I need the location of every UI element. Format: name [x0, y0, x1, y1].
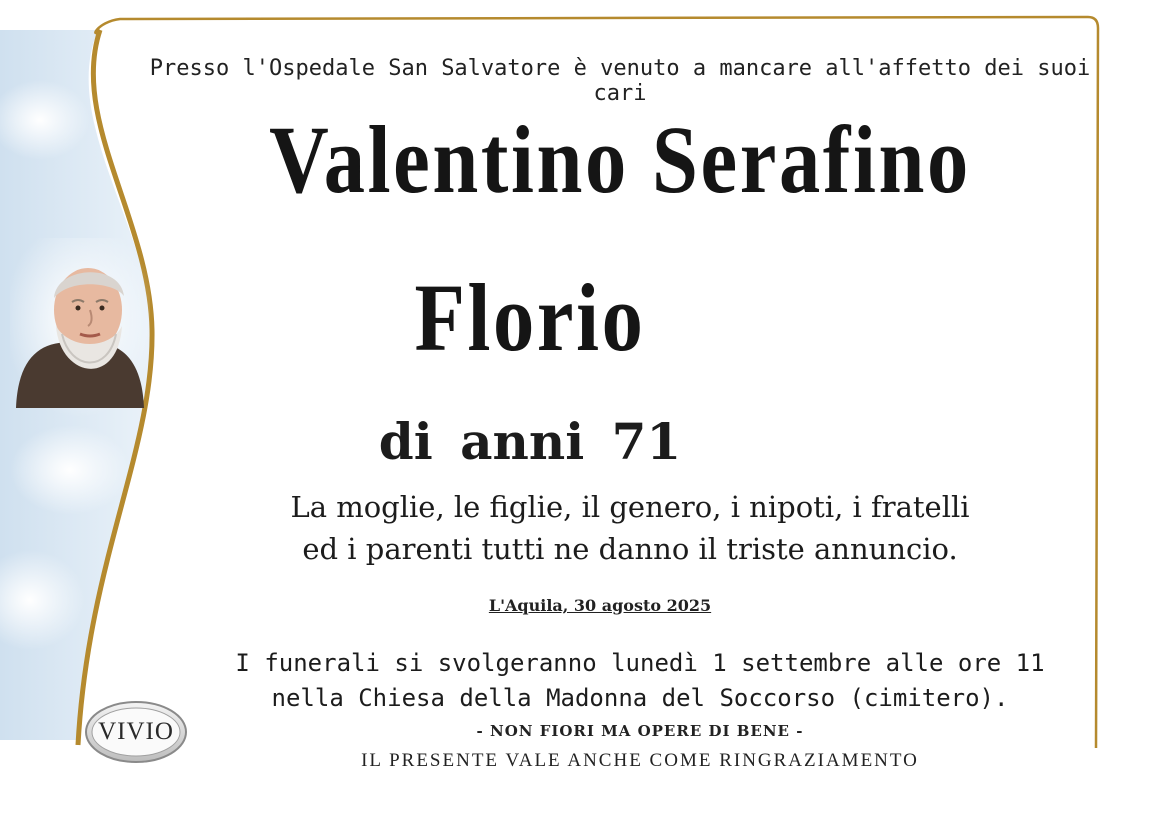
funeral-details: [140, 646, 1140, 716]
deceased-name-line1: Valentino Serafino: [269, 106, 971, 213]
flowers-note: - NON FIORI MA OPERE DI BENE -: [476, 722, 804, 740]
intro-text: Presso l'Ospedale San Salvatore è venuto a mancare all'affetto dei suoi cari: [149, 56, 1091, 106]
logo-name: VIVIO: [98, 718, 174, 745]
place-date: L'Aquila, 30 agosto 2025: [488, 596, 712, 615]
thanks-note: IL PRESENTE VALE ANCHE COME RINGRAZIAMENTO: [361, 750, 919, 771]
deceased-name-line2: Florio: [414, 264, 646, 371]
funeral-line1: I funerali si svolgeranno lunedì 1 settembre alle ore 11: [235, 649, 1045, 677]
funeral-line2: nella Chiesa della Madonna del Soccorso (cimitero).: [271, 684, 1009, 712]
saint-portrait-icon: [10, 238, 150, 418]
announcement-line2: ed i parenti tutti ne danno il triste annuncio.: [302, 532, 958, 566]
announcement-text: [140, 486, 1120, 570]
age-text: di anni 71: [378, 412, 682, 471]
announcement-line1: La moglie, le figlie, il genero, i nipoti, i fratelli: [290, 490, 970, 524]
